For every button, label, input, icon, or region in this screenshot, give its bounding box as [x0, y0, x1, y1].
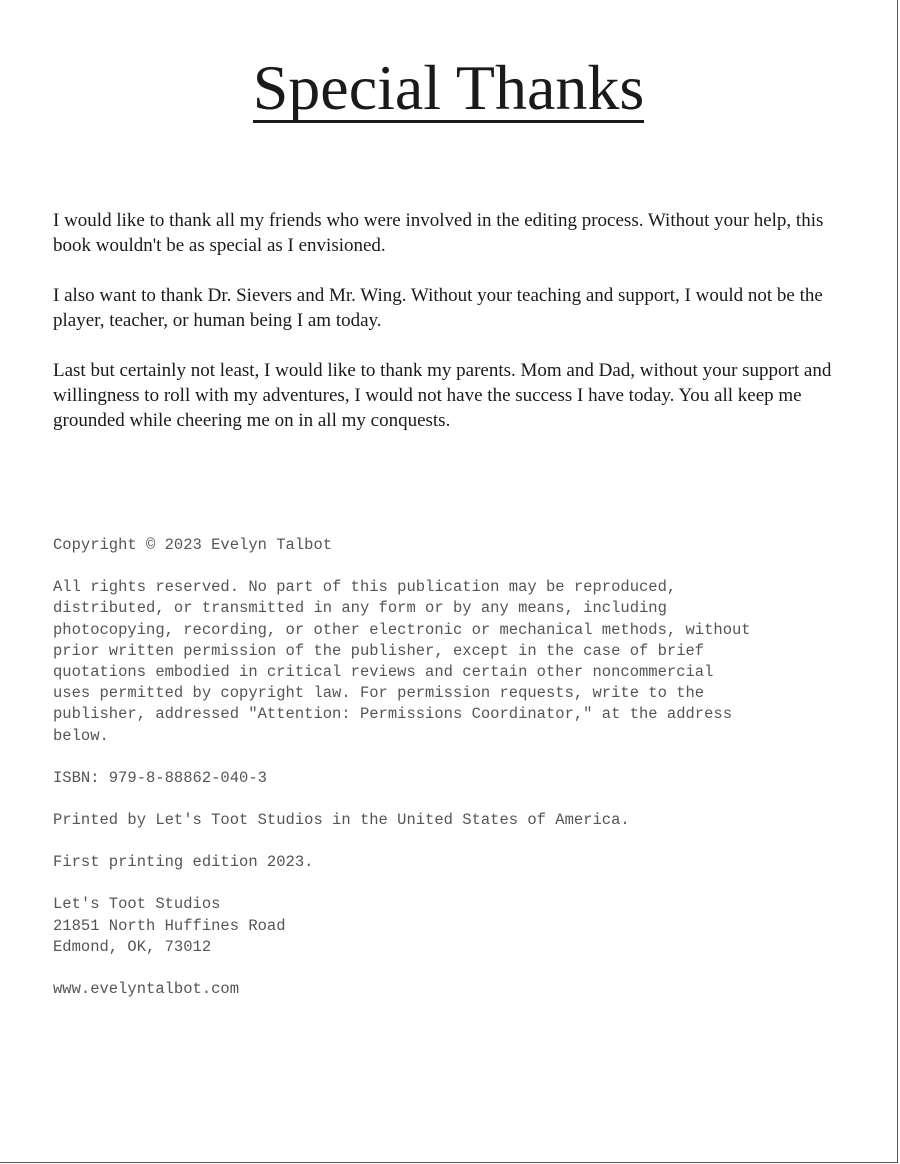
rights-line: uses permitted by copyright law. For permission requests, write to the — [53, 684, 705, 703]
thanks-paragraph-friends: I would like to thank all my friends who were involved in the editing process. Without your help, this book wouldn't be as special as I envisioned. — [53, 210, 824, 256]
rights-line: prior written permission of the publisher, except in the case of brief — [53, 641, 705, 660]
page-title — [0, 50, 897, 126]
rights-line: photocopying, recording, or other electronic or mechanical methods, without — [53, 620, 751, 639]
rights-notice — [53, 577, 883, 747]
website: www.evelyntalbot.com — [53, 980, 240, 999]
thanks-paragraph-teachers: I also want to thank Dr. Sievers and Mr. Wing. Without your teaching and support, I would not be the player, teacher, or human being I am today. — [53, 285, 823, 331]
isbn: ISBN: 979-8-88862-040-3 — [53, 768, 267, 787]
rights-line: publisher, addressed "Attention: Permissions Coordinator," at the address — [53, 705, 733, 724]
publisher-street: 21851 North Huffines Road — [53, 916, 286, 935]
rights-line: below. — [53, 726, 109, 745]
page-title-text: Special Thanks — [252, 52, 645, 123]
publisher-name: Let's Toot Studios — [53, 895, 221, 914]
rights-line: distributed, or transmitted in any form or by any means, including — [53, 599, 667, 618]
edition: First printing edition 2023. — [53, 853, 314, 872]
publisher-city: Edmond, OK, 73012 — [53, 937, 212, 956]
printed-by: Printed by Let's Toot Studios in the United States of America. — [53, 811, 630, 830]
thanks-section — [53, 208, 853, 458]
copyright-section — [53, 535, 883, 1021]
thanks-paragraph-parents: Last but certainly not least, I would like to thank my parents. Mom and Dad, without your support and willingness to roll with my adventures, I would not have the success I have today. You all keep me grounded while cheering me on in all my conquests. — [53, 360, 832, 431]
rights-line: All rights reserved. No part of this publication may be reproduced, — [53, 578, 677, 597]
copyright-notice: Copyright © 2023 Evelyn Talbot — [53, 536, 333, 554]
rights-line: quotations embodied in critical reviews and certain other noncommercial — [53, 663, 714, 682]
publisher-address — [53, 894, 883, 958]
